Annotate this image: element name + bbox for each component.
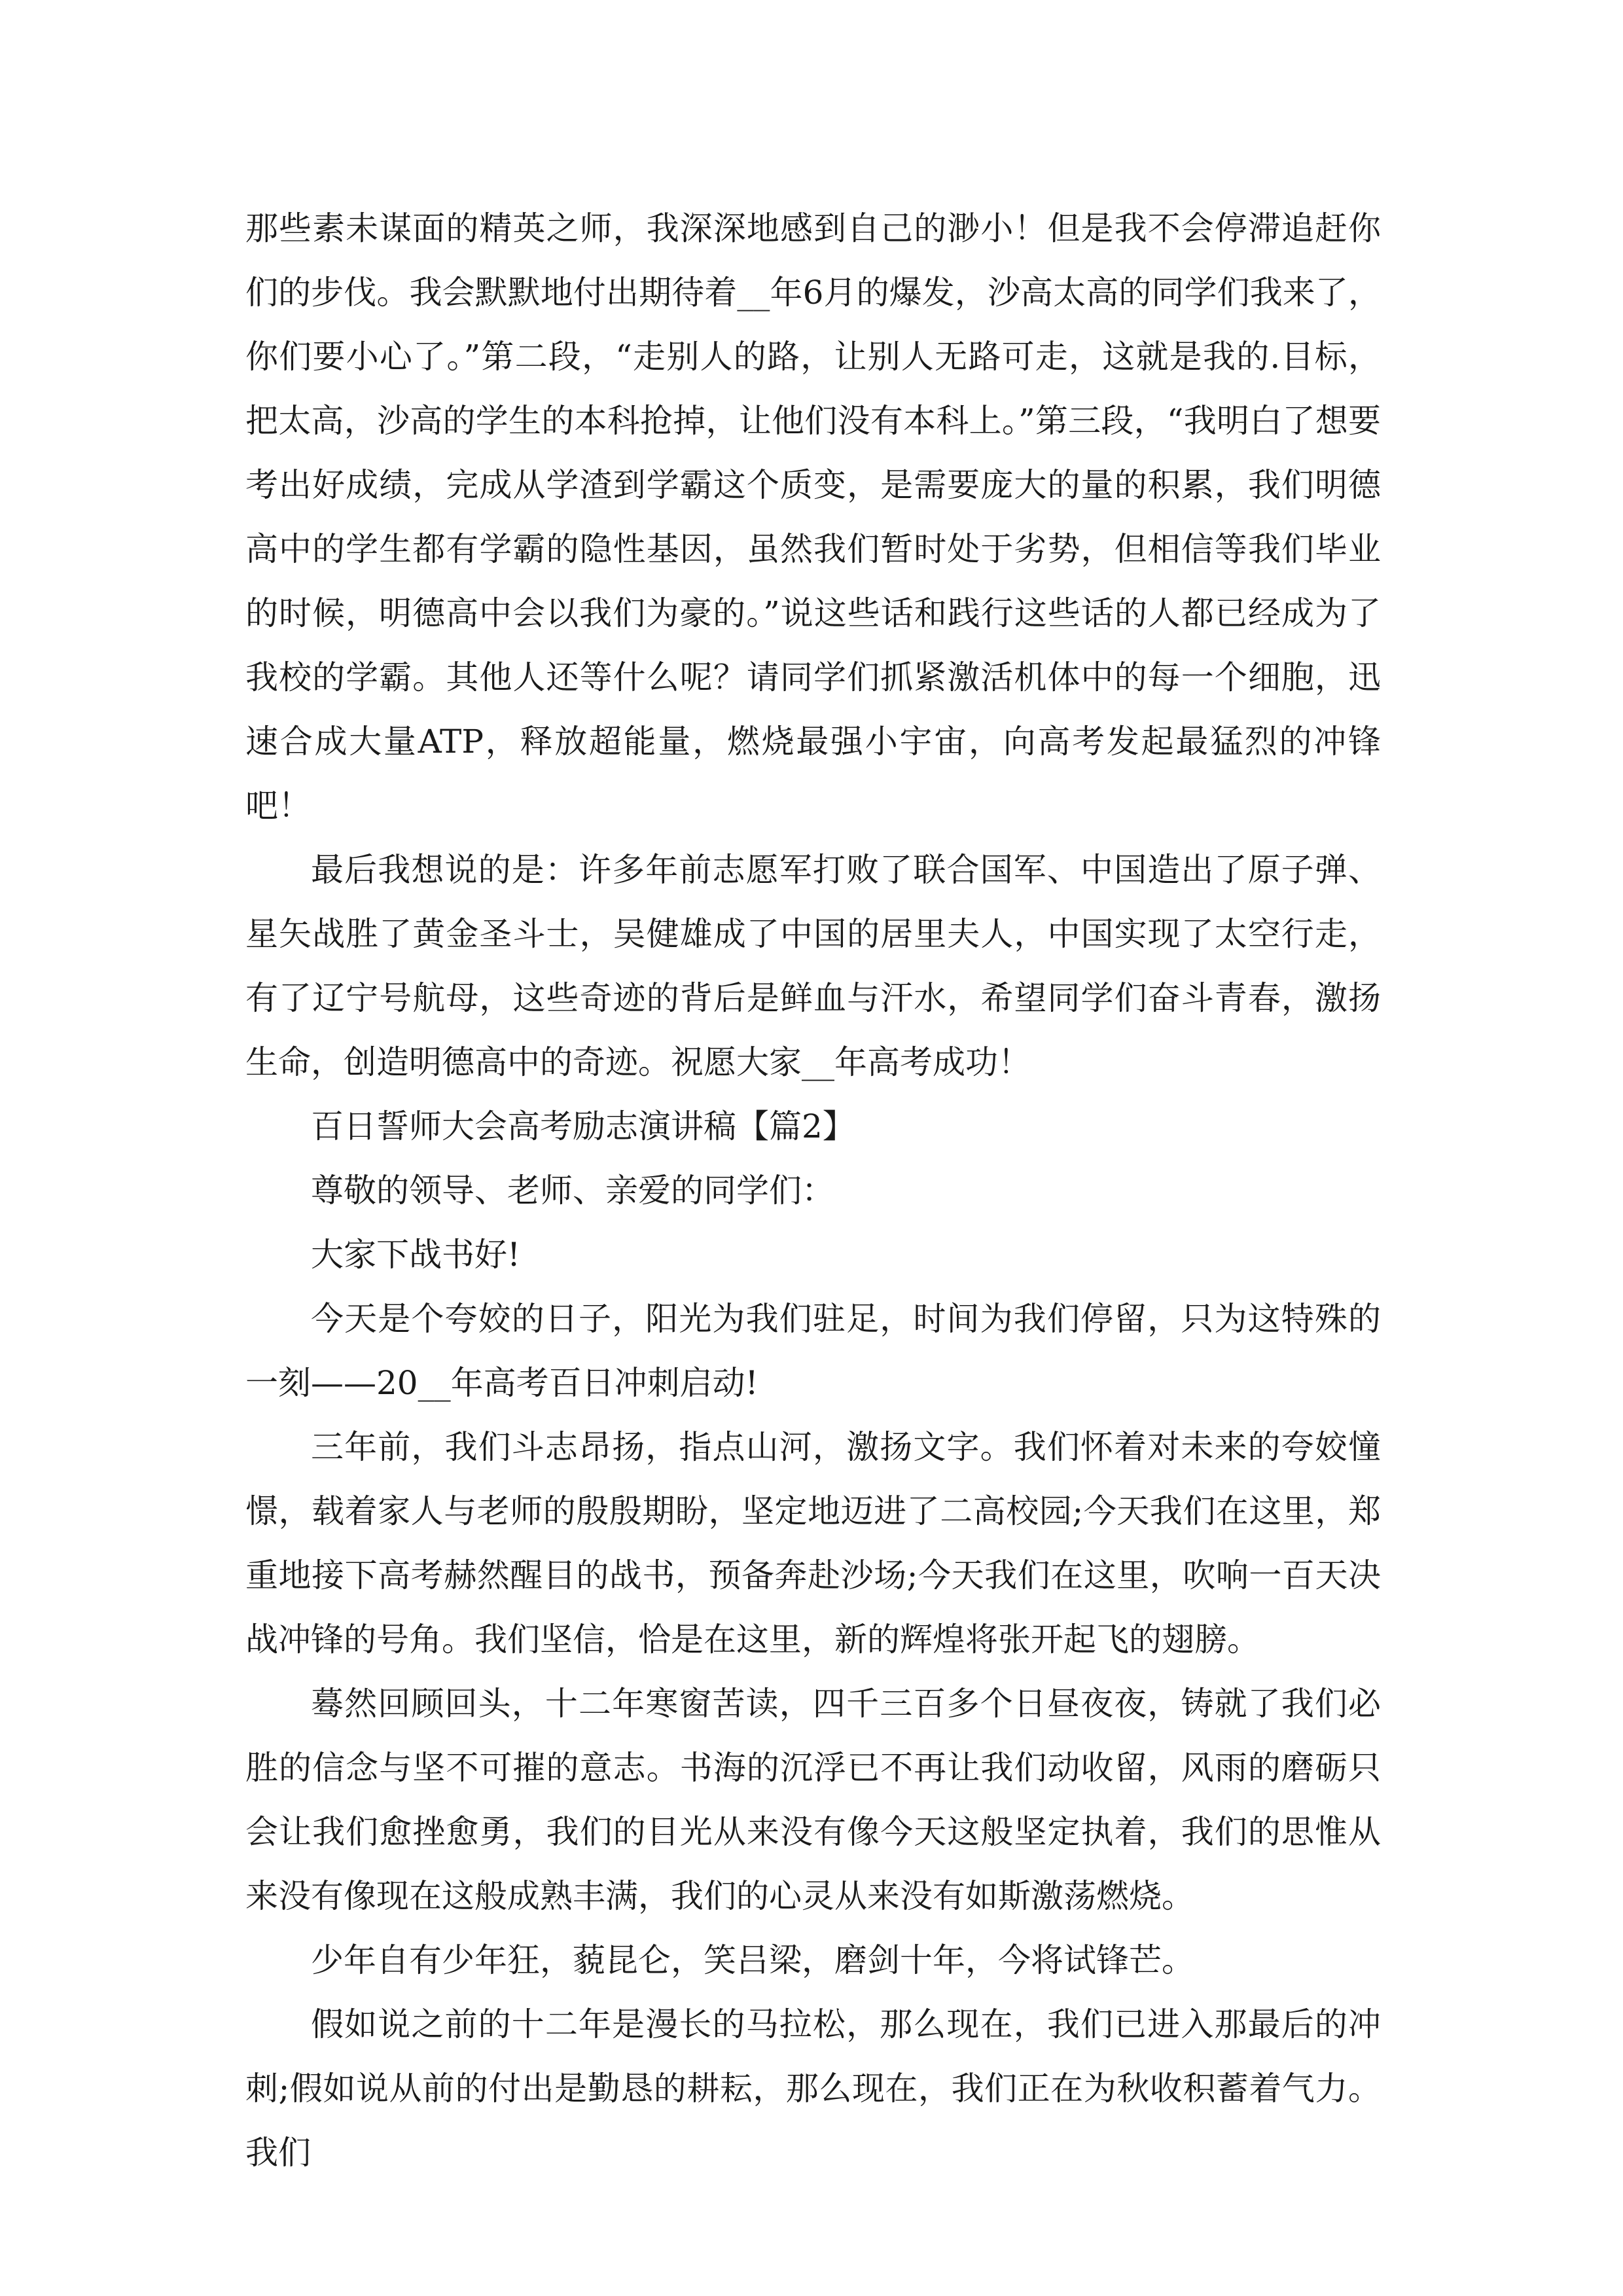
paragraph-8: 蓦然回顾回头，十二年寒窗苦读，四千三百多个日昼夜夜，铸就了我们必胜的信念与坚不可摧的意志。书海的沉浮已不再让我们动收留，风雨的磨砺只会让我们愈挫愈勇，我们的目光从来没有像今天这般坚定执着，我们的思惟从来没有像现在这般成熟丰满，我们的心灵从来没有如斯激荡燃烧。 bbox=[245, 1685, 1381, 1915]
paragraph-1: 那些素未谋面的精英之师，我深深地感到自己的渺小！但是我不会停滞追赶你们的步伐。我会默默地付出期待着__年6月的爆发，沙高太高的同学们我来了，你们要小心了。”第二段，“走别人的路，让别人无路可走，这就是我的.目标，把太高，沙高的学生的本科抢掉，让他们没有本科上。”第三段，“我明白了想要考出好成绩，完成从学渣到学霸这个质变，是需要庞大的量的积累，我们明德高中的学生都有学霸的隐性基因，虽然我们暂时处于劣势，但相信等我们毕业的时候，明德高中会以我们为豪的。”说这些话和践行这些话的人都已经成为了我校的学霸。其他人还等什么呢？请同学们抓紧激活机体中的每一个细胞，迅速合成大量ATP，释放超能量，燃烧最强小宇宙，向高考发起最猛烈的冲锋吧！ bbox=[245, 209, 1381, 825]
paragraph-9: 少年自有少年狂，藐昆仑，笑吕梁，磨剑十年，今将试锋芒。 bbox=[311, 1941, 1194, 1979]
paragraph-2: 最后我想说的是：许多年前志愿军打败了联合国军、中国造出了原子弹、星矢战胜了黄金圣斗士，吴健雄成了中国的居里夫人，中国实现了太空行走，有了辽宁号航母，这些奇迹的背后是鲜血与汗水，希望同学们奋斗青春，激扬生命，创造明德高中的奇迹。祝愿大家__年高考成功！ bbox=[245, 851, 1381, 1081]
document-body bbox=[245, 196, 1381, 2185]
paragraph-7: 三年前，我们斗志昂扬，指点山河，激扬文字。我们怀着对未来的夸姣憧憬，载着家人与老师的殷殷期盼，坚定地迈进了二高校园;今天我们在这里，郑重地接下高考赫然醒目的战书，预备奔赴沙场;今天我们在这里，吹响一百天决战冲锋的号角。我们坚信，恰是在这里，新的辉煌将张开起飞的翅膀。 bbox=[245, 1428, 1381, 1659]
salutation: 尊敬的领导、老师、亲爱的同学们： bbox=[311, 1172, 834, 1210]
section-heading: 百日誓师大会高考励志演讲稿【篇2】 bbox=[311, 1107, 855, 1145]
paragraph-10: 假如说之前的十二年是漫长的马拉松，那么现在，我们已进入那最后的冲刺;假如说从前的付出是勤恳的耕耘，那么现在，我们正在为秋收积蓄着气力。我们 bbox=[245, 2005, 1381, 2172]
greeting: 大家下战书好! bbox=[311, 1236, 521, 1274]
paragraph-6: 今天是个夸姣的日子，阳光为我们驻足，时间为我们停留，只为这特殊的一刻——20__年高考百日冲刺启动! bbox=[245, 1300, 1381, 1402]
